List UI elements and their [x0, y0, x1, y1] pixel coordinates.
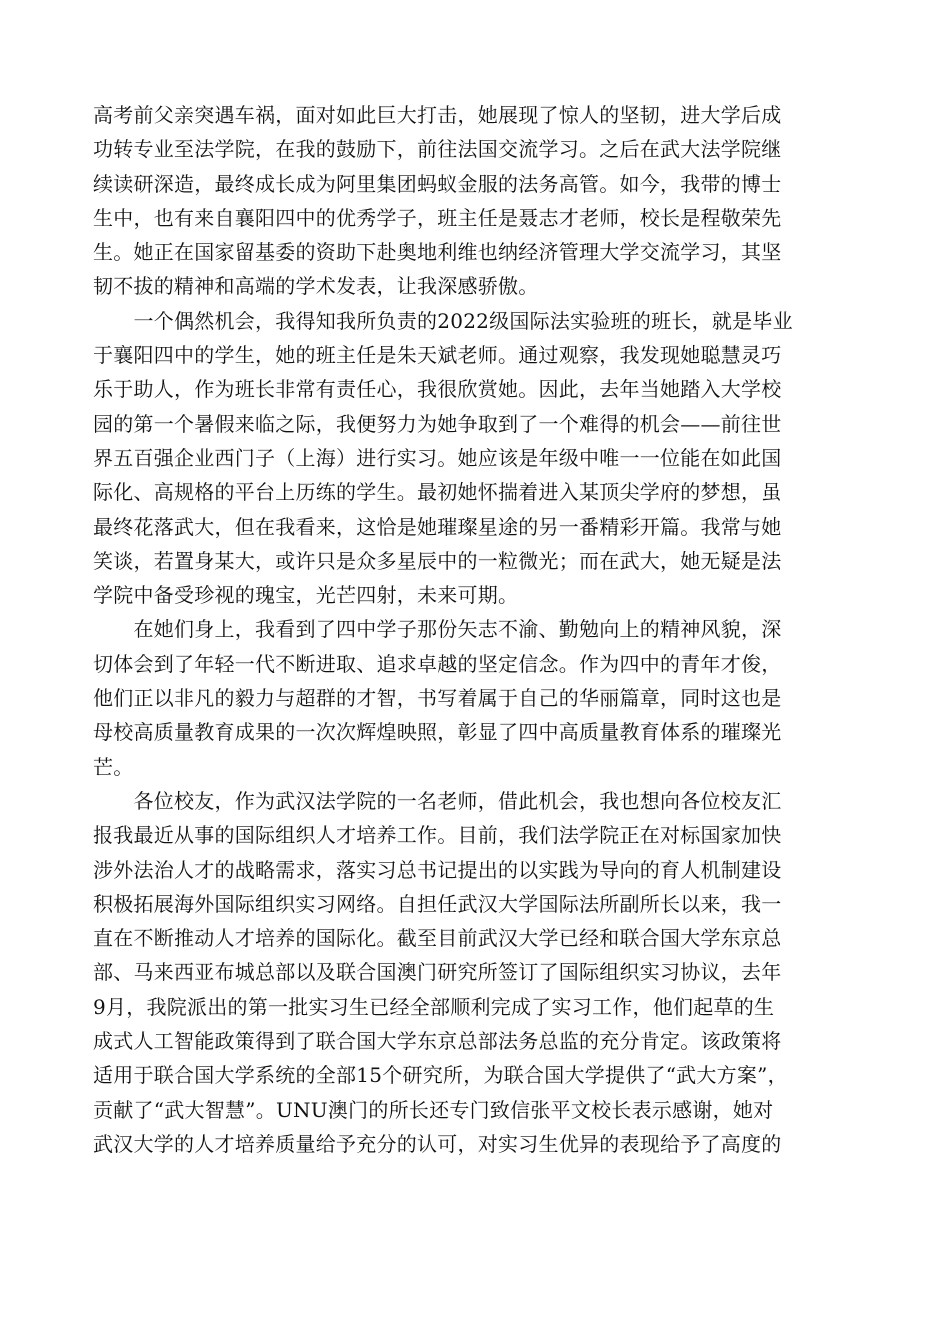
text-line: 涉外法治人才的战略需求，落实习总书记提出的以实践为导向的育人机制建设 — [93, 857, 782, 882]
document-body-text — [93, 98, 859, 1161]
text-line: 于襄阳四中的学生，她的班主任是朱天斌老师。通过观察，我发现她聪慧灵巧 — [93, 343, 782, 368]
text-line: 适用于联合国大学系统的全部15个研究所，为联合国大学提供了“武大方案”， — [93, 1063, 788, 1088]
text-line: 韧不拔的精神和高端的学术发表，让我深感骄傲。 — [93, 274, 539, 299]
text-line: 芒。 — [93, 754, 134, 779]
text-line: 一个偶然机会，我得知我所负责的2022级国际法实验班的班长，就是毕业 — [93, 308, 793, 333]
text-line: 成式人工智能政策得到了联合国大学东京总部法务总监的充分肯定。该政策将 — [93, 1029, 782, 1054]
text-line: 贡献了“武大智慧”。UNU澳门的所长还专门致信张平文校长表示感谢，她对 — [93, 1097, 774, 1122]
text-line: 报我最近从事的国际组织人才培养工作。目前，我们法学院正在对标国家加快 — [93, 823, 782, 848]
text-line: 武汉大学的人才培养质量给予充分的认可，对实习生优异的表现给予了高度的 — [93, 1131, 782, 1156]
text-line: 乐于助人，作为班长非常有责任心，我很欣赏她。因此，去年当她踏入大学校 — [93, 377, 782, 402]
text-line: 高考前父亲突遇车祸，面对如此巨大打击，她展现了惊人的坚韧，进大学后成 — [93, 103, 782, 127]
text-line: 生中，也有来自襄阳四中的优秀学子，班主任是聂志才老师，校长是程敬荣先 — [93, 205, 782, 230]
text-line: 部、马来西亚布城总部以及联合国澳门研究所签订了国际组织实习协议，去年 — [93, 960, 782, 985]
text-line: 生。她正在国家留基委的资助下赴奥地利维也纳经济管理大学交流学习，其坚 — [93, 240, 782, 265]
text-line: 各位校友，作为武汉法学院的一名老师，借此机会，我也想向各位校友汇 — [93, 788, 782, 813]
text-line: 积极拓展海外国际组织实习网络。自担任武汉大学国际法所副所长以来，我一 — [93, 891, 782, 916]
text-line: 他们正以非凡的毅力与超群的才智，书写着属于自己的华丽篇章，同时这也是 — [93, 686, 782, 711]
text-line: 学院中备受珍视的瑰宝，光芒四射，未来可期。 — [93, 583, 519, 608]
text-line: 在她们身上，我看到了四中学子那份矢志不渝、勤勉向上的精神风貌，深 — [93, 617, 782, 642]
text-line: 界五百强企业西门子（上海）进行实习。她应该是年级中唯一一位能在如此国 — [93, 445, 782, 470]
text-line: 直在不断推动人才培养的国际化。截至目前武汉大学已经和联合国大学东京总 — [93, 926, 782, 951]
text-line: 续读研深造，最终成长成为阿里集团蚂蚁金服的法务高管。如今，我带的博士 — [93, 171, 782, 196]
text-line: 笑谈，若置身某大，或许只是众多星辰中的一粒微光；而在武大，她无疑是法 — [93, 548, 782, 573]
text-line: 母校高质量教育成果的一次次辉煌映照，彰显了四中高质量教育体系的璀璨光 — [93, 720, 782, 745]
text-line: 切体会到了年轻一代不断进取、追求卓越的坚定信念。作为四中的青年才俊， — [93, 651, 782, 676]
text-line: 园的第一个暑假来临之际，我便努力为她争取到了一个难得的机会——前往世 — [93, 411, 782, 436]
text-line: 际化、高规格的平台上历练的学生。最初她怀揣着进入某顶尖学府的梦想，虽 — [93, 480, 782, 505]
text-line: 9月，我院派出的第一批实习生已经全部顺利完成了实习工作，他们起草的生 — [93, 994, 775, 1019]
text-line: 最终花落武大，但在我看来，这恰是她璀璨星途的另一番精彩开篇。我常与她 — [93, 514, 782, 539]
text-line: 功转专业至法学院，在我的鼓励下，前往法国交流学习。之后在武大法学院继 — [93, 137, 782, 162]
